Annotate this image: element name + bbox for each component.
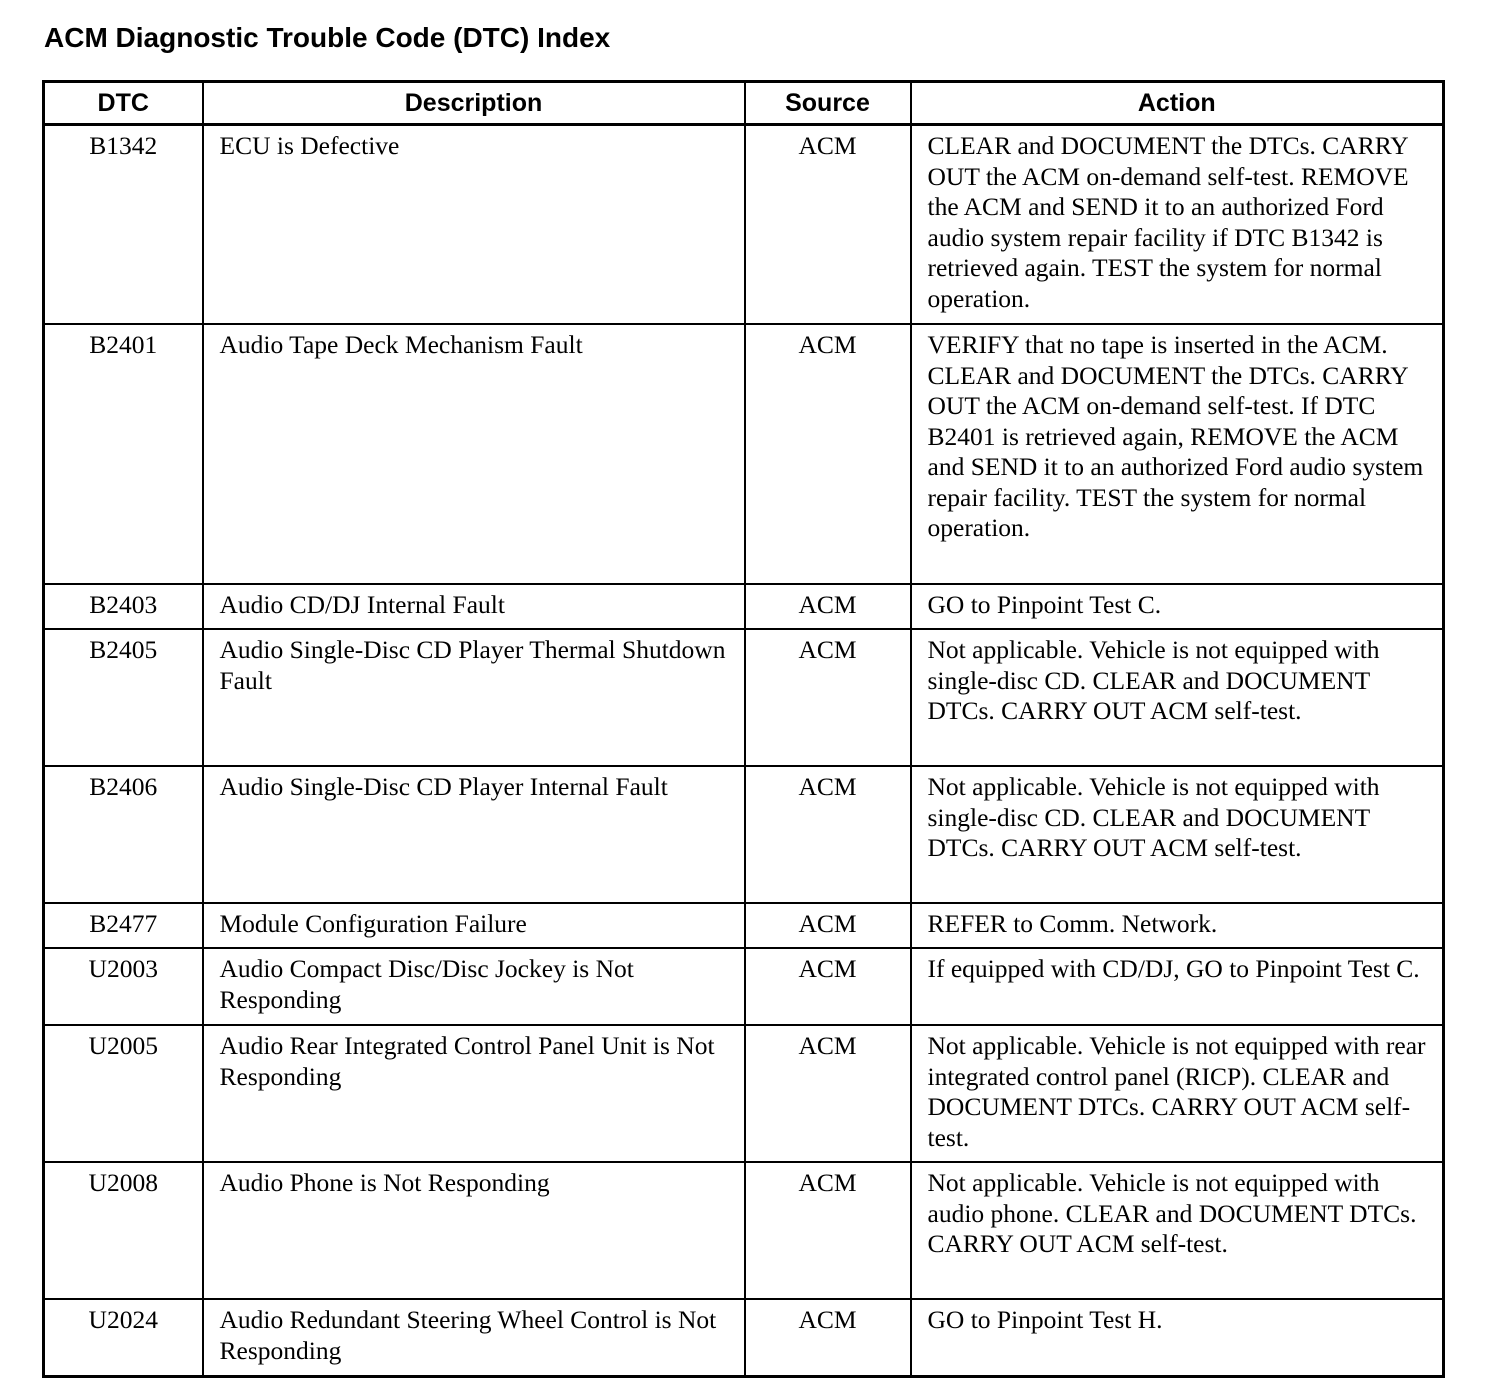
table-row — [44, 1025, 1444, 1162]
dtc-source: ACM — [745, 1025, 911, 1162]
header-dtc: DTC — [44, 82, 203, 125]
table-row — [44, 584, 1444, 629]
dtc-code: B2477 — [44, 903, 203, 948]
dtc-code: U2008 — [44, 1162, 203, 1299]
dtc-action: GO to Pinpoint Test H. — [911, 1299, 1444, 1377]
table-row — [44, 766, 1444, 903]
dtc-action: CLEAR and DOCUMENT the DTCs. CARRY OUT the ACM on-demand self-test. REMOVE the ACM and SEND it to an authorized Ford audio system repair facility if DTC B1342 is retrieved again. TEST the system for normal operation. — [911, 125, 1444, 325]
header-action: Action — [911, 82, 1444, 125]
dtc-description: Audio Tape Deck Mechanism Fault — [203, 324, 745, 584]
dtc-source: ACM — [745, 629, 911, 766]
dtc-description: Audio Compact Disc/Disc Jockey is Not Responding — [203, 948, 745, 1025]
dtc-action: REFER to Comm. Network. — [911, 903, 1444, 948]
dtc-action: If equipped with CD/DJ, GO to Pinpoint Test C. — [911, 948, 1444, 1025]
dtc-description: Module Configuration Failure — [203, 903, 745, 948]
table-row — [44, 1162, 1444, 1299]
dtc-code: B2405 — [44, 629, 203, 766]
dtc-source: ACM — [745, 584, 911, 629]
dtc-description: Audio Phone is Not Responding — [203, 1162, 745, 1299]
dtc-description: Audio CD/DJ Internal Fault — [203, 584, 745, 629]
dtc-code: B2401 — [44, 324, 203, 584]
table-row — [44, 324, 1444, 584]
dtc-code: U2003 — [44, 948, 203, 1025]
header-description: Description — [203, 82, 745, 125]
dtc-source: ACM — [745, 1162, 911, 1299]
dtc-index-table — [42, 80, 1445, 1378]
header-source: Source — [745, 82, 911, 125]
dtc-action: VERIFY that no tape is inserted in the ACM. CLEAR and DOCUMENT the DTCs. CARRY OUT the ACM on-demand self-test. If DTC B2401 is retrieved again, REMOVE the ACM and SEND it to an authorized Ford audio system repair facility. TEST the system for normal operation. — [911, 324, 1444, 584]
dtc-action: Not applicable. Vehicle is not equipped with single-disc CD. CLEAR and DOCUMENT DTCs. CARRY OUT ACM self-test. — [911, 629, 1444, 766]
dtc-description: Audio Single-Disc CD Player Internal Fault — [203, 766, 745, 903]
dtc-source: ACM — [745, 766, 911, 903]
dtc-action: Not applicable. Vehicle is not equipped with audio phone. CLEAR and DOCUMENT DTCs. CARRY OUT ACM self-test. — [911, 1162, 1444, 1299]
dtc-action: Not applicable. Vehicle is not equipped with rear integrated control panel (RICP). CLEAR and DOCUMENT DTCs. CARRY OUT ACM self-test. — [911, 1025, 1444, 1162]
dtc-source: ACM — [745, 324, 911, 584]
dtc-code: U2005 — [44, 1025, 203, 1162]
dtc-code: B2403 — [44, 584, 203, 629]
table-header-row — [44, 82, 1444, 125]
table-row — [44, 1299, 1444, 1377]
dtc-code: U2024 — [44, 1299, 203, 1377]
table-row — [44, 948, 1444, 1025]
dtc-description: Audio Rear Integrated Control Panel Unit is Not Responding — [203, 1025, 745, 1162]
dtc-code: B2406 — [44, 766, 203, 903]
dtc-code: B1342 — [44, 125, 203, 325]
dtc-action: Not applicable. Vehicle is not equipped with single-disc CD. CLEAR and DOCUMENT DTCs. CARRY OUT ACM self-test. — [911, 766, 1444, 903]
dtc-source: ACM — [745, 1299, 911, 1377]
dtc-source: ACM — [745, 948, 911, 1025]
dtc-description: Audio Redundant Steering Wheel Control is Not Responding — [203, 1299, 745, 1377]
dtc-description: Audio Single-Disc CD Player Thermal Shutdown Fault — [203, 629, 745, 766]
dtc-description: ECU is Defective — [203, 125, 745, 325]
table-row — [44, 629, 1444, 766]
table-row — [44, 125, 1444, 325]
dtc-source: ACM — [745, 903, 911, 948]
page-title: ACM Diagnostic Trouble Code (DTC) Index — [44, 22, 611, 53]
dtc-source: ACM — [745, 125, 911, 325]
table-row — [44, 903, 1444, 948]
dtc-action: GO to Pinpoint Test C. — [911, 584, 1444, 629]
